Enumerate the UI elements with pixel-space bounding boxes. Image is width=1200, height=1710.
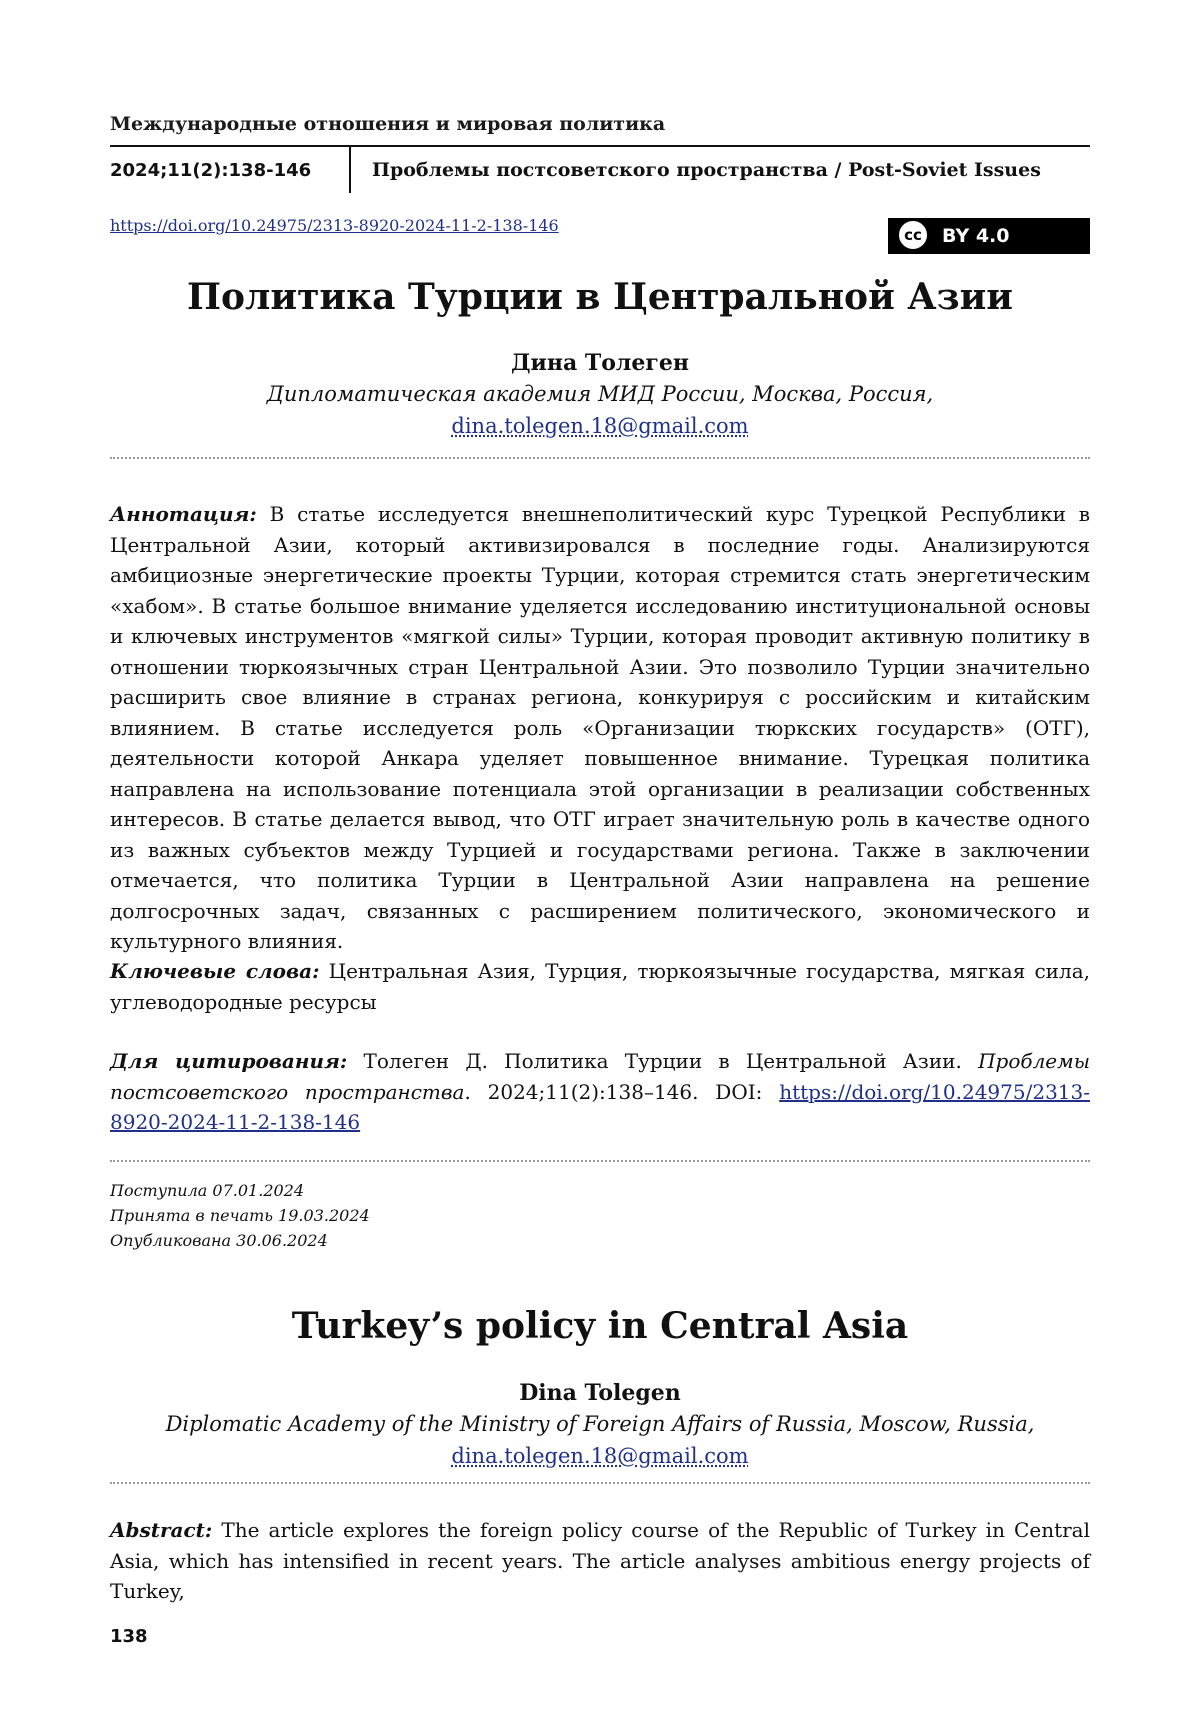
header-divider — [349, 147, 351, 193]
dotted-separator — [110, 1160, 1090, 1162]
dotted-separator — [110, 1482, 1090, 1484]
author-name-en: Dina Tolegen — [0, 1380, 1200, 1406]
license-label: BY 4.0 — [942, 225, 1009, 247]
section-title: Международные отношения и мировая политика — [110, 113, 665, 135]
citation-ru — [110, 1046, 1090, 1138]
email-row-ru — [0, 414, 1200, 438]
accepted-date: Принята в печать 19.03.2024 — [110, 1203, 370, 1228]
keywords-text-ru: Центральная Азия, Турция, тюркоязычные государства, мягкая сила, углеводородные ресурсы — [110, 959, 1090, 1014]
doi-link[interactable]: https://doi.org/10.24975/2313-8920-2024-11-2-138-146 — [110, 216, 559, 235]
keywords-ru — [110, 956, 1090, 1017]
header-rule — [110, 145, 1090, 147]
abstract-en — [110, 1515, 1090, 1607]
email-row-en — [0, 1444, 1200, 1468]
abstract-label-ru: Аннотация: — [110, 502, 257, 526]
article-title-ru: Политика Турции в Центральной Азии — [0, 276, 1200, 318]
affiliation-en: Diplomatic Academy of the Ministry of Foreign Affairs of Russia, Moscow, Russia, — [0, 1412, 1200, 1436]
cite-doi-link[interactable]: https://doi.org/10.24975/2313-8920-2024-11-2-138-146 — [110, 1080, 1090, 1135]
cc-icon: cc — [896, 218, 930, 252]
cc-license-badge[interactable] — [888, 218, 1090, 254]
page-number: 138 — [110, 1626, 148, 1647]
abstract-label-en: Abstract: — [110, 1518, 212, 1542]
cite-text-2: . 2024;11(2):138–146. DOI: — [464, 1080, 779, 1104]
article-dates — [110, 1178, 370, 1253]
author-email-ru[interactable]: dina.tolegen.18@gmail.com — [451, 414, 748, 438]
cite-label: Для цитирования: — [110, 1049, 347, 1073]
cite-text: Толеген Д. Политика Турции в Центральной Азии. — [347, 1049, 978, 1073]
cite-journal: Проблемы постсоветского пространства — [110, 1049, 1090, 1104]
author-name-ru: Дина Толеген — [0, 350, 1200, 376]
journal-name: Проблемы постсоветского пространства / Post-Soviet Issues — [372, 159, 1041, 181]
dotted-separator — [110, 457, 1090, 459]
keywords-label-ru: Ключевые слова: — [110, 959, 320, 983]
abstract-ru — [110, 499, 1090, 957]
affiliation-ru: Дипломатическая академия МИД России, Москва, Россия, — [0, 382, 1200, 406]
issue-info: 2024;11(2):138-146 — [110, 160, 311, 181]
published-date: Опубликована 30.06.2024 — [110, 1228, 370, 1253]
article-title-en: Turkey’s policy in Central Asia — [0, 1305, 1200, 1347]
author-email-en[interactable]: dina.tolegen.18@gmail.com — [451, 1444, 748, 1468]
abstract-text-en: The article explores the foreign policy course of the Republic of Turkey in Central Asia, which has intensified in recent years. The article analyses ambitious energy projects of Turkey, — [110, 1518, 1090, 1603]
received-date: Поступила 07.01.2024 — [110, 1178, 370, 1203]
abstract-text-ru: В статье исследуется внешнеполитический курс Турецкой Республики в Центральной Азии, который активизировался в последние годы. Анализируются амбициозные энергетические проекты Турции, которая стремится стать энергетическим «хабом». В статье большое внимание уделяется исследованию институциональной основы и ключевых инструментов «мягкой силы» Турции, которая проводит активную политику в отношении тюркоязычных стран Центральной Азии. Это позволило Турции значительно расширить свое влияние в странах региона, конкурируя с российским и китайским влиянием. В статье исследуется роль «Организации тюркских государств» (ОТГ), деятельности которой Анкара уделяет повышенное внимание. Турецкая политика направлена на использование потенциала этой организации в реализации собственных интересов. В статье делается вывод, что ОТГ играет значительную роль в качестве одного из важных субъектов между Турцией и государствами региона. Также в заключении отмечается, что политика Турции в Центральной Азии направлена на решение долгосрочных задач, связанных с расширением политического, экономического и культурного влияния. — [110, 502, 1090, 953]
